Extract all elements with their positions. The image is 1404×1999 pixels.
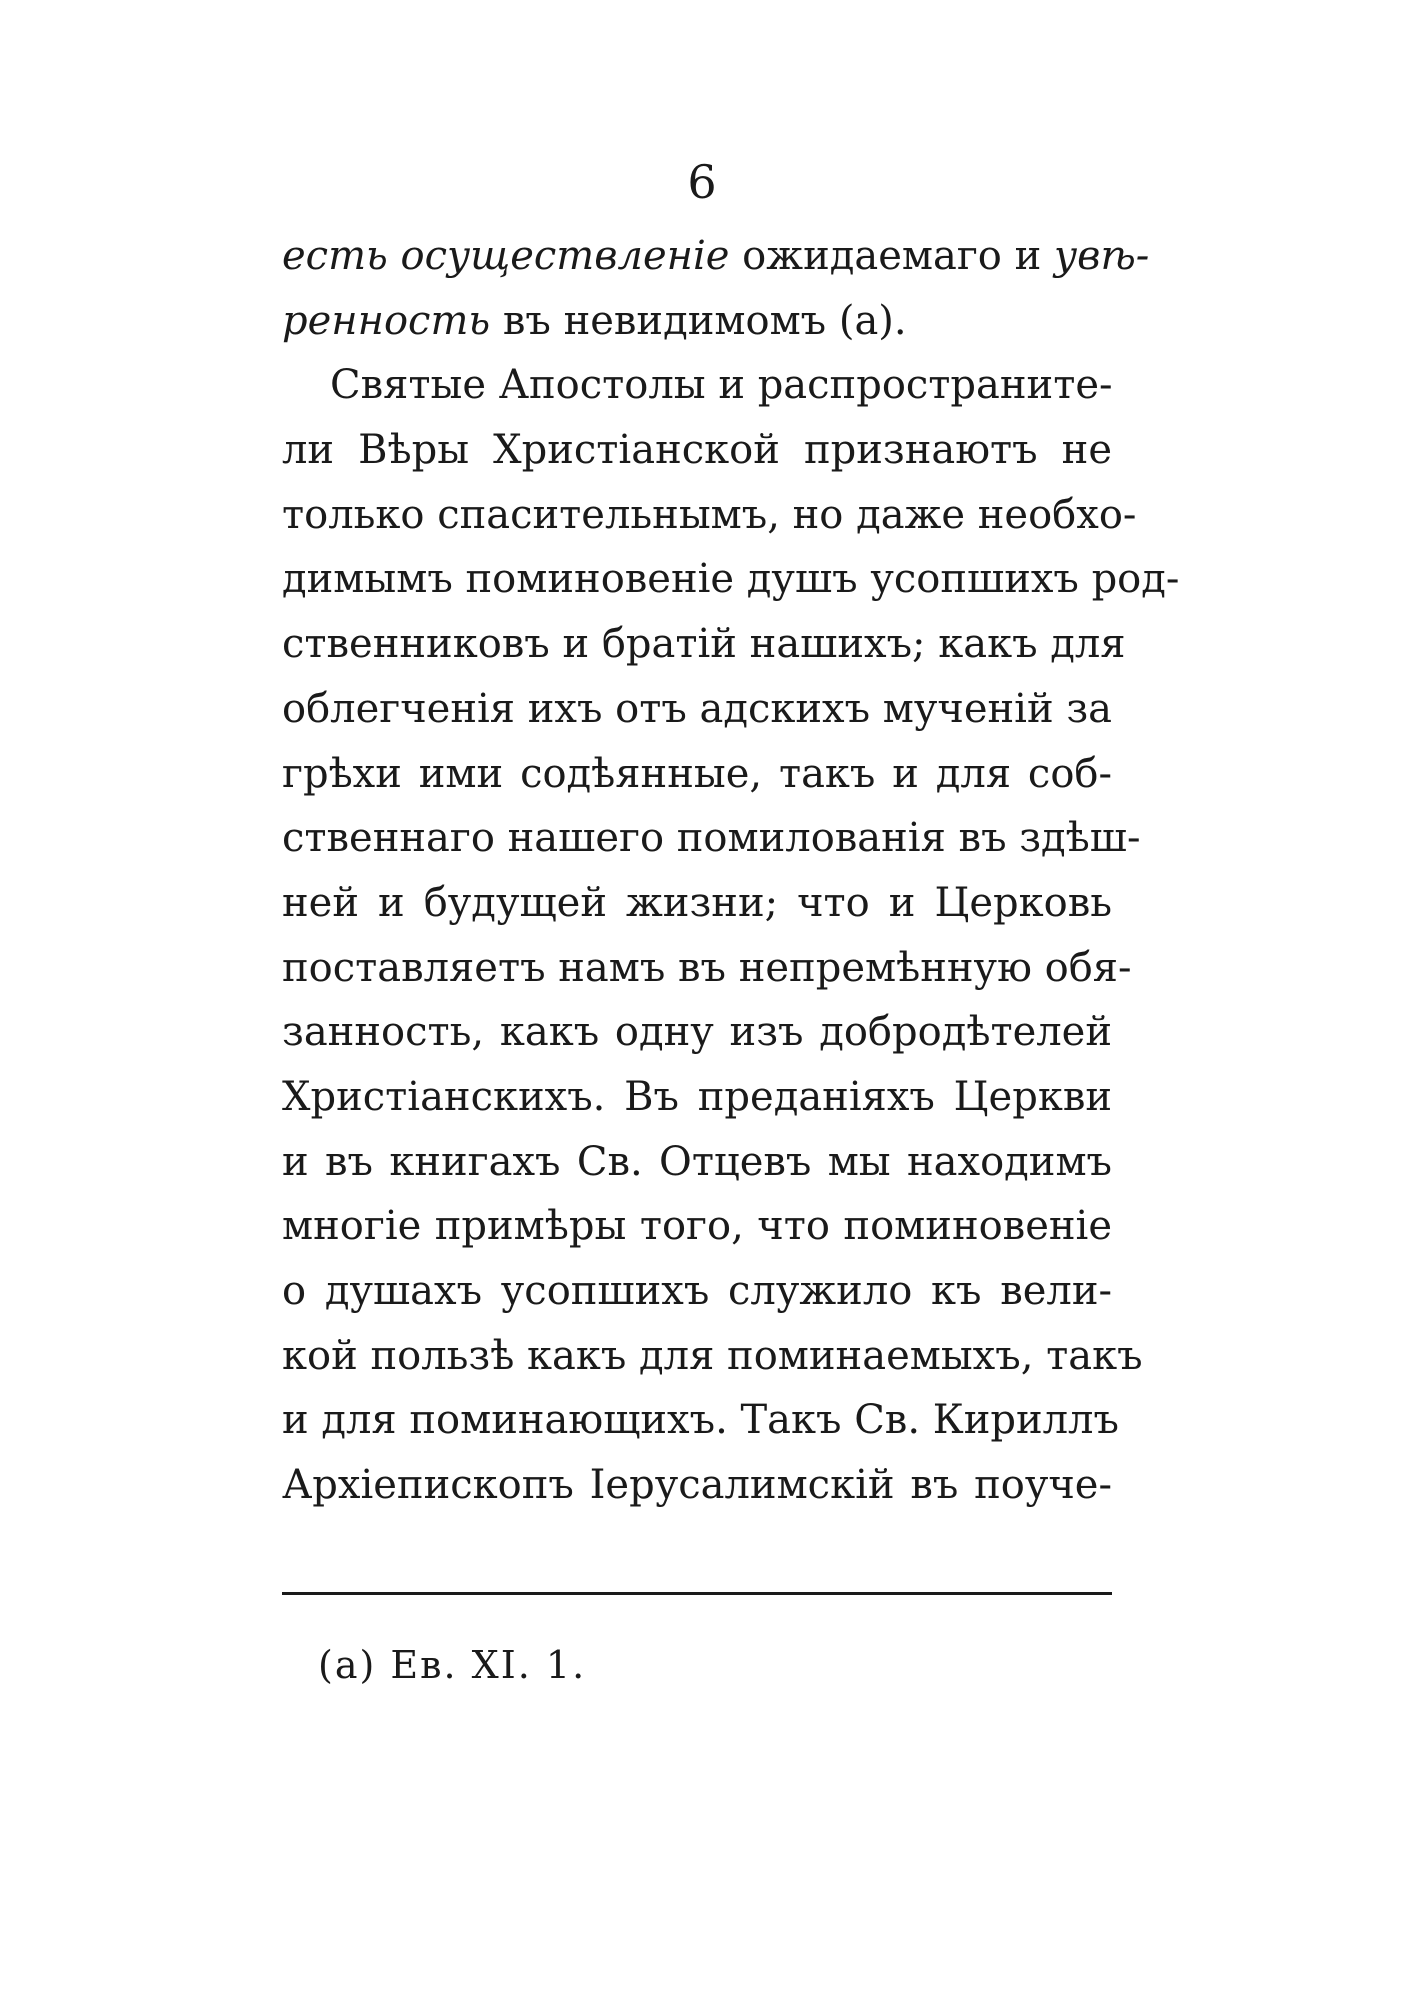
text-line bbox=[282, 547, 1180, 612]
page-number: 6 bbox=[687, 155, 717, 209]
text-segment: грѣхи ими содѣянные, такъ и для соб- bbox=[282, 750, 1112, 797]
text-segment: о душахъ усопшихъ служило къ вели- bbox=[282, 1268, 1112, 1314]
text-line bbox=[282, 742, 1112, 807]
footnote: (а) Ев. XI. 1. bbox=[318, 1643, 587, 1687]
text-line bbox=[282, 289, 1112, 354]
text-segment: ственнаго нашего помилованія въ здѣш- bbox=[282, 815, 1141, 862]
text-segment: въ невидимомъ (а). bbox=[490, 297, 907, 344]
text-line bbox=[282, 1194, 1112, 1259]
text-segment: занность, какъ одну изъ добродѣтелей bbox=[282, 1009, 1112, 1056]
text-segment: и для поминающихъ. Такъ Св. Кириллъ bbox=[282, 1397, 1119, 1444]
text-line bbox=[282, 806, 1141, 871]
text-segment: Святые Апостолы и распространите- bbox=[330, 362, 1113, 409]
text-line bbox=[282, 1388, 1119, 1453]
italic-text: ренность bbox=[282, 297, 491, 344]
text-line bbox=[282, 612, 1126, 677]
text-line bbox=[282, 677, 1112, 742]
text-segment: димымъ поминовеніе душъ усопшихъ род- bbox=[282, 556, 1180, 603]
text-line bbox=[282, 1065, 1112, 1130]
footnote-divider bbox=[282, 1592, 1112, 1595]
text-line bbox=[282, 224, 1150, 289]
text-segment: кой пользѣ какъ для поминаемыхъ, такъ bbox=[282, 1332, 1143, 1379]
text-segment: ли Вѣры Христіанской признаютъ не bbox=[282, 427, 1112, 474]
text-segment: и въ книгахъ Св. Отцевъ мы находимъ bbox=[282, 1138, 1112, 1185]
text-segment: многіе примѣры того, что поминовеніе bbox=[282, 1203, 1112, 1250]
text-line bbox=[282, 1000, 1112, 1065]
text-line bbox=[282, 936, 1132, 1001]
text-segment: ственниковъ и братій нашихъ; какъ для bbox=[282, 621, 1126, 668]
text-line bbox=[282, 871, 1112, 936]
text-line bbox=[282, 1130, 1112, 1195]
text-segment: Архіепископъ Іерусалимскій въ поуче- bbox=[282, 1462, 1112, 1509]
text-segment: только спасительнымъ, но даже необхо- bbox=[282, 491, 1137, 538]
text-segment: Христіанскихъ. Въ преданіяхъ Церкви bbox=[282, 1073, 1112, 1120]
text-line bbox=[282, 1259, 1112, 1324]
text-line bbox=[282, 1324, 1143, 1389]
text-segment: ожидаемаго и bbox=[729, 233, 1054, 279]
text-line bbox=[282, 1453, 1112, 1518]
text-line bbox=[282, 353, 1112, 418]
italic-text: увѣ- bbox=[1053, 233, 1150, 279]
text-line bbox=[282, 418, 1112, 483]
text-segment: облегченія ихъ отъ адскихъ мученій за bbox=[282, 685, 1112, 732]
body-text bbox=[282, 224, 1180, 1518]
text-line bbox=[282, 483, 1137, 548]
italic-text: есть осуществленіе bbox=[282, 233, 730, 279]
text-segment: поставляетъ намъ въ непремѣнную обя- bbox=[282, 944, 1132, 991]
text-segment: ней и будущей жизни; что и Церковь bbox=[282, 879, 1112, 926]
